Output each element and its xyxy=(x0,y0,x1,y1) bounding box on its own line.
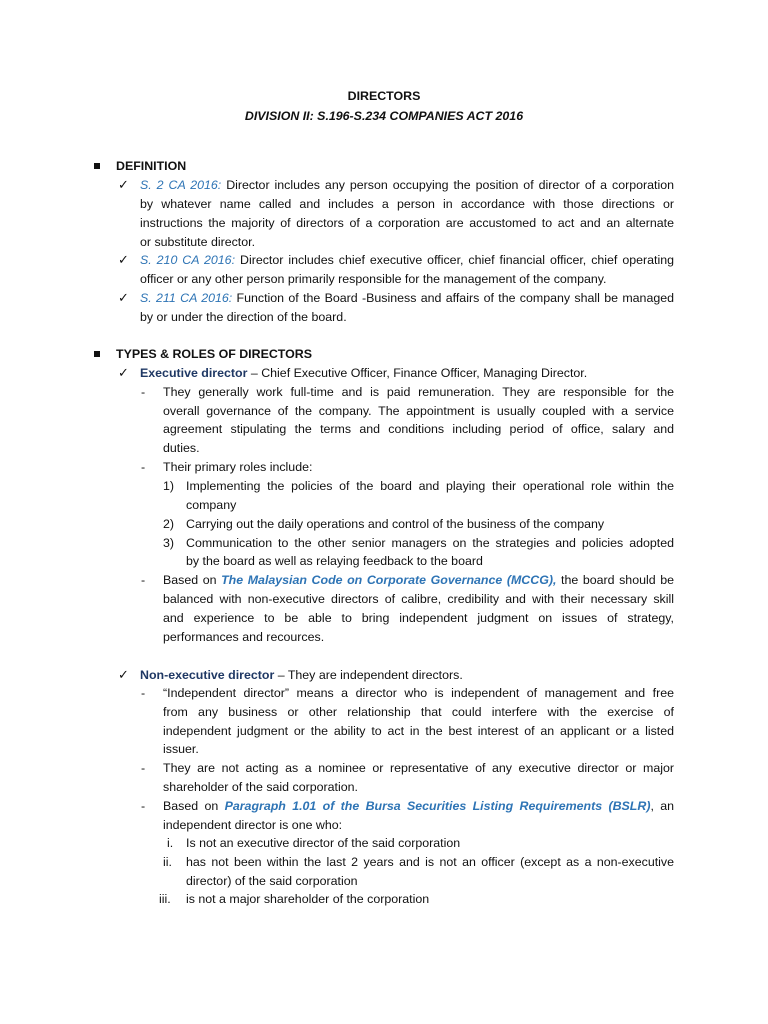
types-heading: TYPES & ROLES OF DIRECTORS xyxy=(116,347,312,361)
dash-marker: - xyxy=(141,385,146,399)
paragraph-line: Based on The Malaysian Code on Corporate Governance (MCCG), the board should be xyxy=(163,573,674,587)
definition-ref: S. 211 CA 2016: xyxy=(140,291,233,305)
dash-marker: - xyxy=(141,573,146,587)
list-item-line: Is not an executive director of the said corporation xyxy=(186,836,461,850)
dash-marker: - xyxy=(141,460,146,474)
paragraph-line: shareholder of the said corporation. xyxy=(163,780,358,794)
dash-marker: - xyxy=(141,799,146,813)
paragraph-line: They are not acting as a nominee or representative of any executive director or major xyxy=(163,761,674,775)
paragraph-line: Based on Paragraph 1.01 of the Bursa Securities Listing Requirements (BSLR), an xyxy=(163,799,675,813)
checkmark-icon: ✓ xyxy=(118,667,129,682)
list-number: 1) xyxy=(163,479,175,493)
paragraph-line: agreement stipulating the terms and conditions including period of office, salary and xyxy=(163,422,674,436)
list-item-line: Communication to the other senior managers on the strategies and policies adopted xyxy=(186,536,674,550)
checkmark-icon: ✓ xyxy=(118,365,129,380)
list-item-line: Implementing the policies of the board and playing their operational role within the xyxy=(186,479,674,493)
paragraph-line: performances and recources. xyxy=(163,630,325,644)
checkmark-icon: ✓ xyxy=(118,177,129,192)
nonexec-director-label: Non-executive director xyxy=(140,668,275,682)
definition-heading: DEFINITION xyxy=(116,159,187,173)
square-bullet-icon xyxy=(94,351,100,357)
list-number: iii. xyxy=(159,892,171,906)
list-item-line: is not a major shareholder of the corporation xyxy=(186,892,430,906)
paragraph-line: issuer. xyxy=(163,742,199,756)
definition-ref: S. 210 CA 2016: xyxy=(140,253,236,267)
checkmark-icon: ✓ xyxy=(118,252,129,267)
definition-item-line: S. 2 CA 2016: Director includes any person occupying the position of director of a corporation xyxy=(140,178,674,192)
definition-ref: S. 2 CA 2016: xyxy=(140,178,222,192)
paragraph-line: balanced with non-executive directors of calibre, credibility and with their necessary skill xyxy=(163,592,674,606)
executive-director-line: Executive director – Chief Executive Officer, Finance Officer, Managing Director. xyxy=(140,366,588,380)
paragraph-line: independent judgment or the ability to act in the best interest of an applicant or a listed xyxy=(163,724,674,738)
paragraph-line: Their primary roles include: xyxy=(163,460,313,474)
list-item-line: director) of the said corporation xyxy=(186,874,358,888)
list-number: 2) xyxy=(163,517,175,531)
definition-item-line: S. 210 CA 2016: Director includes chief executive officer, chief financial officer, chief operating xyxy=(140,253,675,267)
list-number: 3) xyxy=(163,536,175,550)
executive-director-label: Executive director xyxy=(140,366,248,380)
definition-item-line: S. 211 CA 2016: Function of the Board -Business and affairs of the company shall be managed xyxy=(140,291,675,305)
paragraph-line: and experience to be able to bring independent judgment on issues of strategy, xyxy=(163,611,674,625)
definition-item-line: instructions the majority of directors of a corporation are accustomed to act and an alternate xyxy=(140,216,674,230)
bslr-reference: Paragraph 1.01 of the Bursa Securities Listing Requirements (BSLR) xyxy=(224,799,651,813)
paragraph-line: They generally work full-time and is paid remuneration. They are responsible for the xyxy=(163,385,674,399)
definition-item-line: or substitute director. xyxy=(140,235,256,249)
list-number: i. xyxy=(167,836,174,850)
definition-item-line: by whatever name called and includes a person in accordance with those directions or xyxy=(140,197,674,211)
dash-marker: - xyxy=(141,761,146,775)
paragraph-line: “Independent director” means a director who is independent of management and free xyxy=(163,686,674,700)
paragraph-line: duties. xyxy=(163,441,200,455)
nonexec-director-line: Non-executive director – They are independent directors. xyxy=(140,668,463,682)
list-item-line: by the board as well as relaying feedback to the board xyxy=(186,554,483,568)
mccg-reference: The Malaysian Code on Corporate Governance (MCCG), xyxy=(221,573,557,587)
paragraph-line: from any business or other relationship that could interfere with the exercise of xyxy=(163,705,674,719)
definition-item-line: by or under the direction of the board. xyxy=(140,310,347,324)
list-item-line: company xyxy=(186,498,237,512)
list-number: ii. xyxy=(163,855,172,869)
page-subtitle: DIVISION II: S.196-S.234 COMPANIES ACT 2016 xyxy=(244,109,524,123)
page-title: DIRECTORS xyxy=(347,89,421,103)
list-item-line: Carrying out the daily operations and control of the business of the company xyxy=(186,517,605,531)
dash-marker: - xyxy=(141,686,146,700)
square-bullet-icon xyxy=(94,163,100,169)
paragraph-line: overall governance of the company. The appointment is usually coupled with a service xyxy=(163,404,674,418)
definition-item-line: officer or any other person primarily responsible for the management of the company. xyxy=(140,272,607,286)
paragraph-line: independent director is one who: xyxy=(163,818,343,832)
list-item-line: has not been within the last 2 years and is not an officer (except as a non-executive xyxy=(186,855,674,869)
checkmark-icon: ✓ xyxy=(118,290,129,305)
